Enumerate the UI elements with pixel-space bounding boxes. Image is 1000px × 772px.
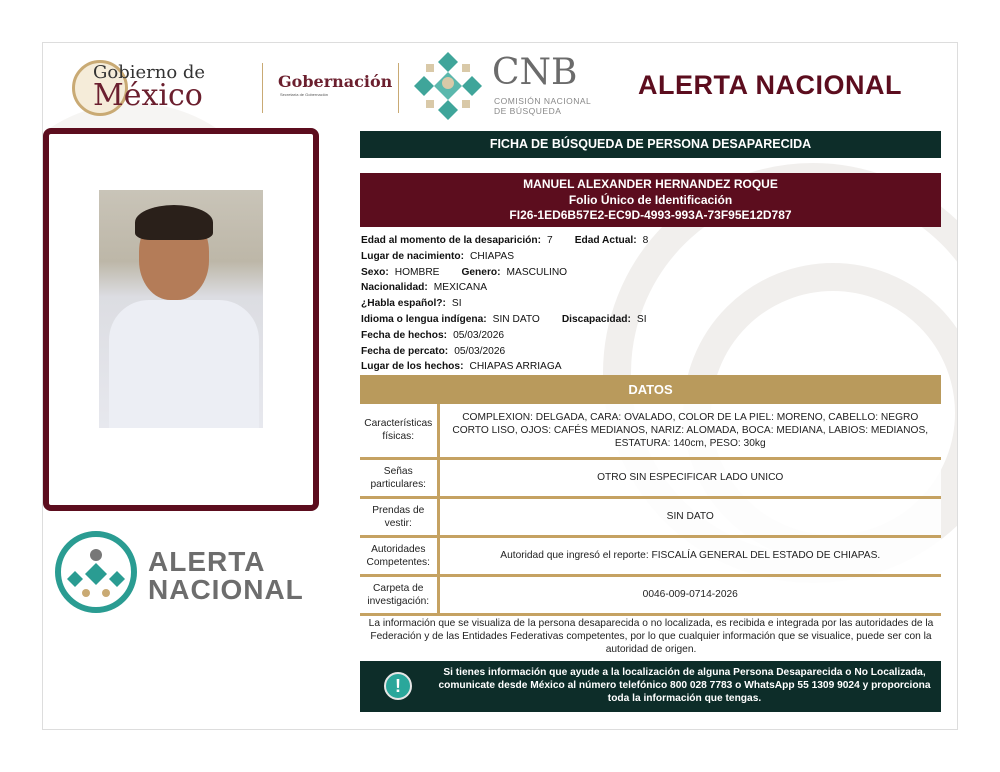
- datos-table: [360, 404, 941, 616]
- field-value: MEXICANA: [433, 282, 488, 294]
- field-label: Edad al momento de la desaparición:: [361, 235, 542, 246]
- cnb-logo: CNB: [492, 52, 578, 93]
- field-label: Idioma o lengua indígena:: [361, 313, 487, 325]
- field-value: CHIAPAS ARRIAGA: [469, 361, 562, 373]
- field-value: HOMBRE: [394, 266, 440, 278]
- row-value: 0046-009-0714-2026: [438, 575, 941, 614]
- alerta-nacional-title: ALERTA NACIONAL: [638, 70, 902, 100]
- field-value: 7: [547, 235, 553, 246]
- cnb-emblem-icon: [412, 50, 484, 122]
- table-row: [360, 575, 941, 614]
- row-label: Carpeta de investigación:: [360, 575, 438, 614]
- cnb-sub1: COMISIÓN NACIONAL: [494, 96, 592, 106]
- table-row: [360, 497, 941, 536]
- divider: [398, 63, 399, 113]
- table-row: [360, 458, 941, 497]
- cnb-subtitle: [494, 96, 591, 116]
- logo-line2: NACIONAL: [148, 574, 304, 605]
- field-label: Lugar de nacimiento:: [361, 250, 465, 262]
- person-photo: [99, 190, 263, 428]
- row-value: COMPLEXION: DELGADA, CARA: OVALADO, COLOR DE LA PIEL: MORENO, CABELLO: NEGRO CORTO LISO, OJOS: CAFÉS MEDIANOS, NARIZ: ALOMADA, BOCA: MEDIANA, LABIOS: MEDIANOS, ESTATURA: 140cm, PESO: 30kg: [438, 404, 941, 458]
- field-value: 05/03/2026: [453, 329, 505, 341]
- field-label: Fecha de hechos:: [361, 329, 448, 341]
- datos-header: DATOS: [360, 375, 941, 404]
- field-value: 05/03/2026: [454, 345, 506, 357]
- field-value: SIN DATO: [492, 313, 540, 325]
- divider: [262, 63, 263, 113]
- row-label: Señas particulares:: [360, 458, 438, 497]
- field-label: Genero:: [461, 266, 501, 278]
- field-label: Lugar de los hechos:: [361, 361, 464, 373]
- field-label: Nacionalidad:: [361, 282, 428, 294]
- gobierno-logo-line1: Gobierno de: [93, 62, 206, 83]
- table-row: [360, 404, 941, 458]
- field-label: Discapacidad:: [561, 313, 631, 325]
- row-value: SIN DATO: [438, 497, 941, 536]
- row-value: OTRO SIN ESPECIFICAR LADO UNICO: [438, 458, 941, 497]
- contact-box: Si tienes información que ayude a la localización de alguna Persona Desaparecida o No Localizada, comunicate desde México al número telefónico 800 028 7783 o WhatsApp 55 1309 9024 y proporciona toda la información que tengas.: [360, 661, 941, 712]
- field-value: MASCULINO: [506, 266, 568, 278]
- field-label: ¿Habla español?:: [361, 298, 446, 310]
- alerta-nacional-logo-text: [148, 548, 304, 604]
- logo-line1: ALERTA: [148, 546, 266, 577]
- row-value: Autoridad que ingresó el reporte: FISCALÍA GENERAL DEL ESTADO DE CHIAPAS.: [438, 536, 941, 575]
- gobernacion-logo: Gobernación: [278, 72, 393, 91]
- alerta-nacional-emblem-icon: [55, 531, 137, 613]
- row-label: Características físicas:: [360, 404, 438, 458]
- field-value: 8: [642, 235, 649, 246]
- disclaimer: La información que se visualiza de la persona desaparecida o no localizada, es recibida e integrada por las autoridades de la Federación y de las Entidades Federativas competentes, por lo que cualquier información que se visualice, puede ser con la autoridad de origen.: [368, 618, 934, 655]
- cnb-sub2: DE BÚSQUEDA: [494, 106, 562, 116]
- row-label: Autoridades Competentes:: [360, 536, 438, 575]
- exclamation-icon: !: [384, 672, 412, 700]
- field-label: Fecha de percato:: [361, 345, 449, 357]
- gobierno-logo-line2: México: [93, 78, 203, 113]
- field-value: SI: [451, 298, 462, 310]
- folio-label: Folio Único de Identificación: [568, 192, 733, 207]
- person-name: MANUEL ALEXANDER HERNANDEZ ROQUE: [523, 177, 778, 191]
- table-row: [360, 536, 941, 575]
- field-value: CHIAPAS: [470, 250, 514, 262]
- field-value: SI: [636, 313, 647, 325]
- folio-value: FI26-1ED6B57E2-EC9D-4993-993A-73F95E12D787: [509, 208, 792, 222]
- person-header: [360, 173, 941, 227]
- gobernacion-sub: Secretaría de Gobernación: [280, 92, 329, 97]
- ficha-title: FICHA DE BÚSQUEDA DE PERSONA DESAPARECIDA: [360, 131, 941, 158]
- row-label: Prendas de vestir:: [360, 497, 438, 536]
- field-label: Sexo:: [361, 266, 389, 278]
- field-label: Edad Actual:: [574, 235, 637, 246]
- person-fields: [361, 233, 670, 375]
